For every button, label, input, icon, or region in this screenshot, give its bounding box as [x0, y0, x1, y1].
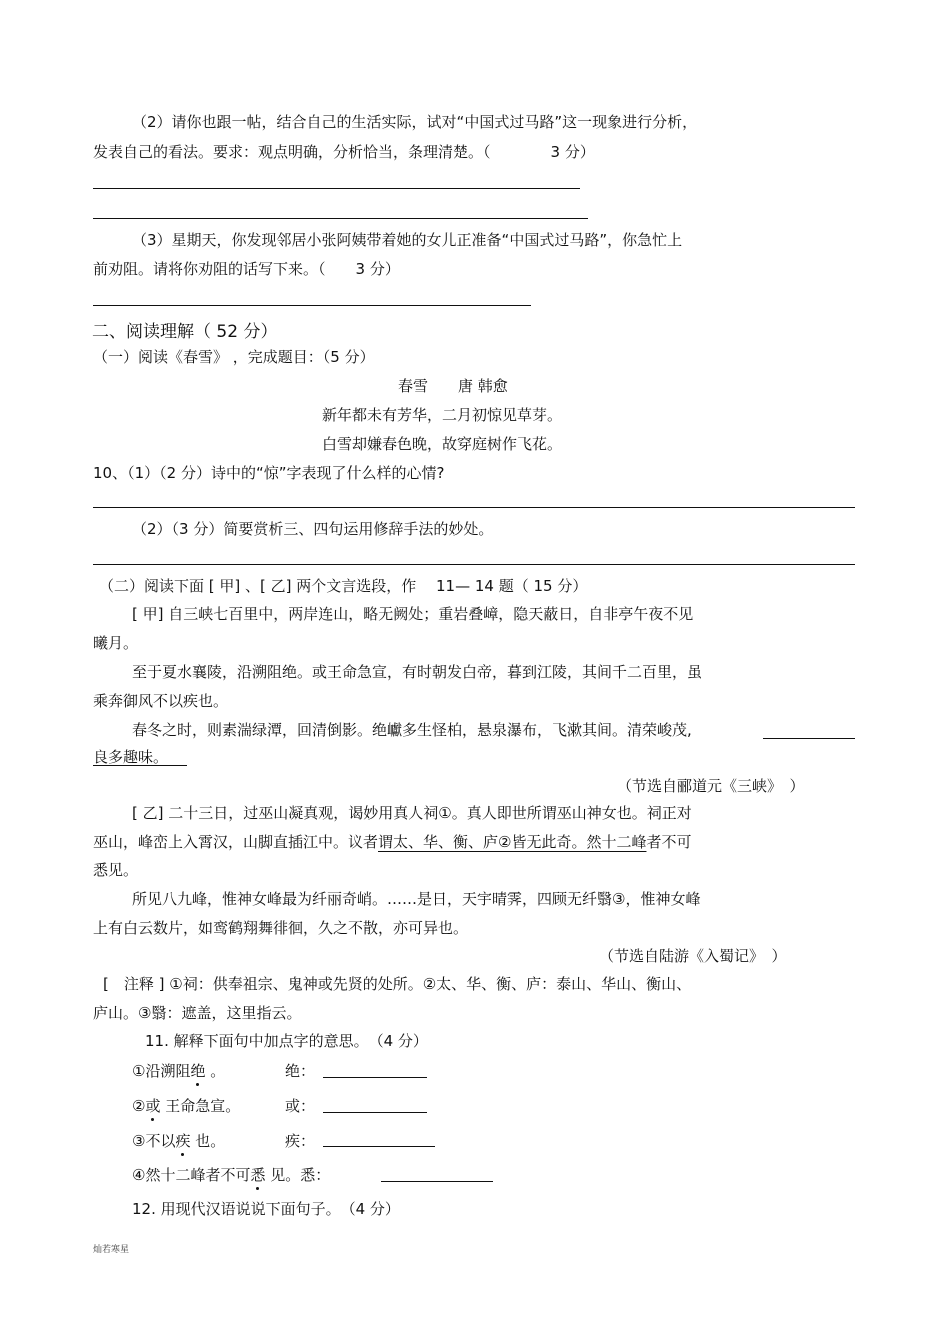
q10-1: 10、（1）（2 分）诗中的“惊”字表现了什么样的心情?	[93, 464, 445, 482]
q10-2: （2）（3 分）简要赏析三、四句运用修辞手法的妙处。	[132, 520, 494, 538]
answer-line[interactable]	[93, 564, 855, 565]
answer-line[interactable]	[93, 507, 855, 508]
answer-blank[interactable]	[323, 1112, 427, 1113]
dotted-char: 或	[145, 1097, 161, 1115]
poem-title: 春雪 唐 韩愈	[398, 377, 508, 395]
jia-p3-a: 春冬之时，则素湍绿潭，回清倒影。绝巘多生怪柏，悬泉瀑布，飞漱其间。清荣峻茂,	[132, 721, 692, 739]
yi-p1-c: 悉见。	[93, 861, 139, 879]
q11-item-4: ④然十二峰者不可悉 见。悉：	[132, 1166, 331, 1184]
q2-line1: （2）请你也跟一帖，结合自己的生活实际，试对“中国式过马路”这一现象进行分析，	[132, 113, 698, 131]
underline-mark	[93, 765, 187, 766]
notes-line2: 庐山。③翳：遮盖，这里指云。	[93, 1004, 302, 1022]
poem-line2: 白雪却嫌春色晚，故穿庭树作飞花。	[322, 435, 563, 453]
q11-item-2: ②或 王命急宣。	[132, 1097, 241, 1115]
q11-item-3: ③不以疾 也。	[132, 1132, 226, 1150]
dotted-char: 绝	[190, 1062, 206, 1080]
yi-underlined-sentence: 谓太、华、衡、庐②皆无此奇。然十二峰	[378, 833, 647, 851]
notes-line1: [ 注释 ] ①祠：供奉祖宗、鬼神或先贤的处所。②太、华、衡、庐：泰山、华山、衡山、	[103, 975, 692, 993]
q11-label-3: 疾：	[285, 1132, 316, 1150]
footer-text: 灿若寒星	[93, 1245, 130, 1255]
answer-line[interactable]	[93, 188, 580, 189]
section-title: 二、阅读理解（ 52 分）	[92, 322, 278, 342]
q11-title: 11. 解释下面句中加点字的意思。 （4 分）	[145, 1032, 428, 1050]
jia-p3-b: 良多趣味。	[93, 748, 169, 766]
jia-p2-b: 乘奔御风不以疾也。	[93, 692, 229, 710]
yi-p1-b	[93, 831, 691, 852]
yi-p2-a: 所见八九峰，惟神女峰最为纤丽奇峭。……是日，天宇晴霁，四顾无纤翳③，惟神女峰	[132, 890, 701, 908]
answer-blank[interactable]	[323, 1077, 427, 1078]
jia-p1-a: [ 甲] 自三峡七百里中，两岸连山，略无阙处；重岩叠嶂，隐天蔽日，自非亭午夜不见	[132, 605, 694, 623]
yi-p2-b: 上有白云数片，如鸾鹤翔舞徘徊，久之不散，亦可异也。	[93, 919, 469, 937]
q3-line2: 前劝阻。请将你劝阻的话写下来。（ 3 分）	[93, 260, 400, 278]
answer-blank[interactable]	[323, 1146, 435, 1147]
q2-line2: 发表自己的看法。要求：观点明确，分析恰当，条理清楚。（ 3 分）	[93, 143, 595, 161]
q11-label-2: 或：	[285, 1097, 316, 1115]
dotted-char: 疾	[175, 1132, 191, 1150]
part1-heading: （一）阅读《春雪》 ，完成题目：（5 分）	[93, 348, 375, 366]
yi-p1-b-post: 者不可	[646, 833, 692, 851]
answer-line[interactable]	[93, 305, 531, 306]
dotted-char: 悉	[250, 1166, 266, 1184]
poem-line1: 新年都未有芳华，二月初惊见草芽。	[322, 406, 563, 424]
q12-title: 12. 用现代汉语说说下面句子。 （4 分）	[132, 1200, 400, 1218]
q11-label-1: 绝：	[285, 1062, 316, 1080]
q11-item-1: ①沿溯阻绝 。	[132, 1062, 226, 1080]
underline-mark	[763, 738, 855, 739]
jia-p1-b: 曦月。	[93, 634, 139, 652]
jia-p2-a: 至于夏水襄陵，沿溯阻绝。或王命急宣，有时朝发白帝，暮到江陵，其间千二百里，虽	[132, 663, 703, 681]
yi-source: （节选自陆游《入蜀记》 ）	[599, 947, 787, 965]
answer-blank[interactable]	[381, 1181, 493, 1182]
jia-source: （节选自郦道元《三峡》 ）	[617, 777, 805, 795]
part2-heading: （二）阅读下面 [ 甲] 、[ 乙] 两个文言选段，作 11— 14 题（ 15 分）	[99, 577, 588, 595]
answer-line[interactable]	[93, 218, 588, 219]
q3-line1: （3）星期天，你发现邻居小张阿姨带着她的女儿正准备“中国式过马路”，你急忙上	[132, 231, 683, 249]
yi-p1-a: [ 乙] 二十三日，过巫山凝真观，谒妙用真人祠①。真人即世所谓巫山神女也。祠正对	[132, 804, 692, 822]
yi-p1-b-pre: 巫山，峰峦上入霄汉，山脚直插江中。议者	[93, 833, 379, 851]
